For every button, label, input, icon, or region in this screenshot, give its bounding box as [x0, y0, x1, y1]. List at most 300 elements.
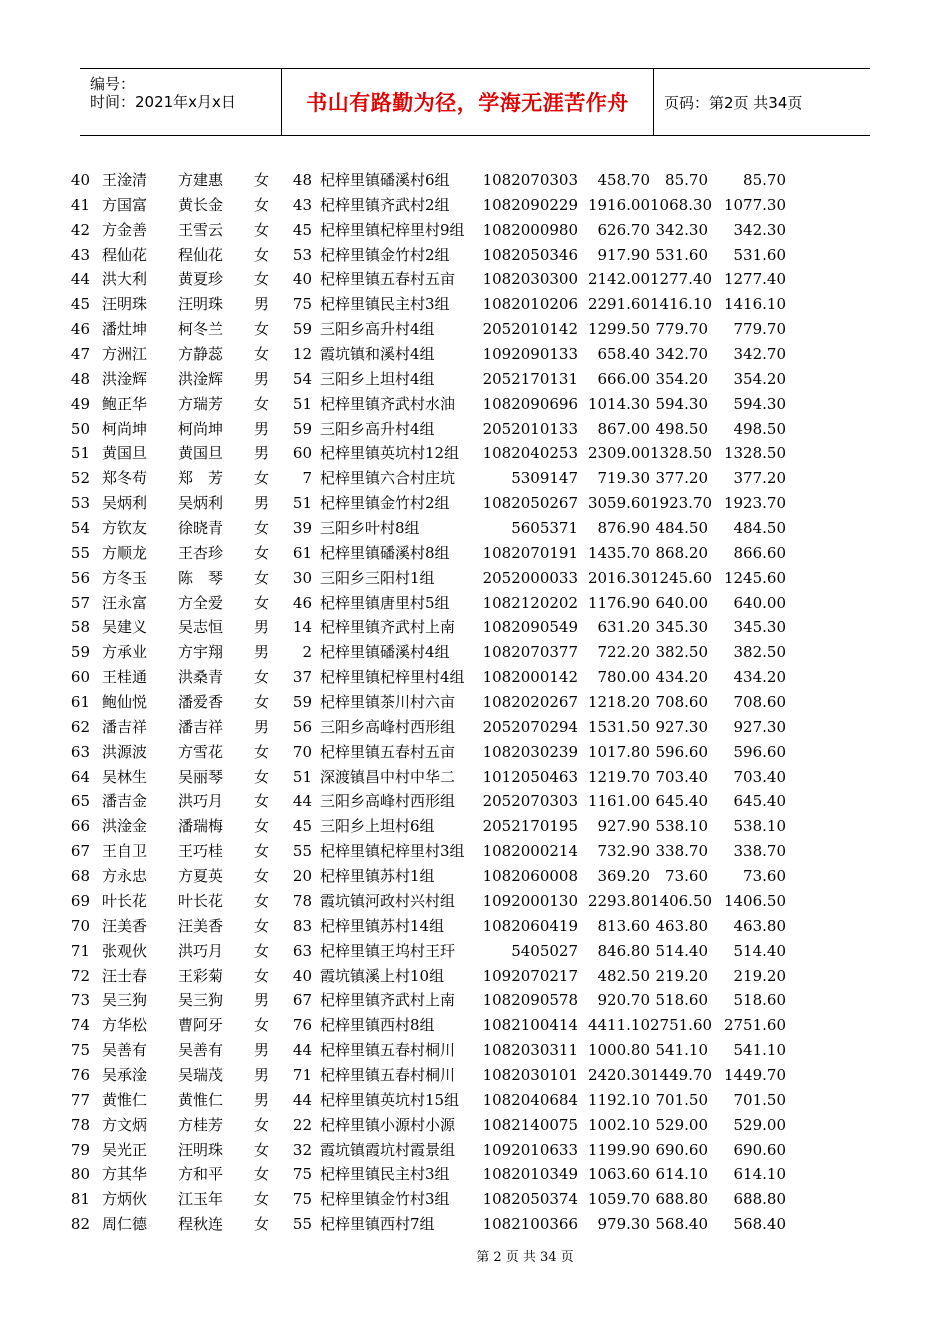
header-meta	[80, 69, 282, 135]
cell-amount-2: 518.60	[655, 991, 708, 1010]
cell-age: 43	[292, 195, 312, 214]
cell-address: 杞梓里镇五春村桐川	[320, 1041, 456, 1060]
cell-amount-3: 498.50	[733, 419, 786, 438]
cell-sex: 女	[254, 245, 270, 264]
cell-applicant-name: 程仙花	[102, 245, 148, 264]
cell-amount-1: 927.90	[597, 817, 650, 836]
cell-sex: 女	[254, 941, 270, 960]
cell-applicant-name: 方金善	[102, 220, 148, 239]
cell-address: 杞梓里镇英坑村12组	[320, 444, 460, 463]
cell-amount-3: 463.80	[733, 916, 786, 935]
cell-member-name: 黄夏珍	[178, 270, 224, 289]
cell-sex: 女	[254, 195, 270, 214]
cell-amount-3: 2751.60	[723, 1016, 786, 1035]
cell-applicant-name: 方炳伙	[102, 1190, 148, 1209]
cell-address: 杞梓里镇磻溪村8组	[320, 543, 450, 562]
cell-amount-3: 594.30	[733, 394, 786, 413]
table-row	[0, 1063, 950, 1088]
table-row	[0, 765, 950, 790]
cell-amount-3: 541.10	[733, 1041, 786, 1060]
cell-row-number: 42	[70, 220, 90, 239]
table-row	[0, 665, 950, 690]
cell-address: 杞梓里镇磻溪村4组	[320, 643, 450, 662]
cell-account-number: 2052010142	[482, 320, 578, 339]
cell-amount-2: 645.40	[655, 792, 708, 811]
cell-amount-2: 345.30	[655, 618, 708, 637]
cell-address: 杞梓里镇西村8组	[320, 1016, 435, 1035]
cell-amount-3: 1245.60	[723, 568, 786, 587]
table-row	[0, 964, 950, 989]
cell-row-number: 73	[70, 991, 90, 1010]
cell-account-number: 2052170195	[482, 817, 578, 836]
cell-account-number: 1082090696	[482, 394, 578, 413]
cell-amount-2: 463.80	[655, 916, 708, 935]
date-label: 时间：2021年x月x日	[90, 93, 236, 111]
table-row	[0, 1088, 950, 1113]
cell-amount-1: 666.00	[597, 369, 650, 388]
cell-amount-3: 614.10	[733, 1165, 786, 1184]
motto-text: 书山有路勤为径，学海无涯苦作舟	[306, 91, 629, 115]
cell-member-name: 王雪云	[178, 220, 224, 239]
cell-amount-1: 917.90	[597, 245, 650, 264]
table-row	[0, 1038, 950, 1063]
cell-applicant-name: 黄惟仁	[102, 1090, 148, 1109]
cell-account-number: 1082090229	[482, 195, 578, 214]
cell-applicant-name: 潘灶坤	[102, 320, 148, 339]
cell-sex: 女	[254, 394, 270, 413]
cell-amount-2: 1328.50	[650, 444, 713, 463]
cell-age: 78	[292, 891, 312, 910]
cell-amount-1: 631.20	[597, 618, 650, 637]
cell-account-number: 1092000130	[482, 891, 578, 910]
cell-member-name: 潘吉祥	[178, 717, 224, 736]
cell-member-name: 汪明珠	[178, 1140, 224, 1159]
cell-address: 三阳乡高升村4组	[320, 320, 435, 339]
cell-member-name: 黄惟仁	[178, 1090, 224, 1109]
cell-age: 14	[292, 618, 312, 637]
cell-amount-1: 1299.50	[587, 320, 650, 339]
cell-amount-3: 434.20	[733, 668, 786, 687]
cell-row-number: 76	[70, 1065, 90, 1084]
cell-sex: 女	[254, 817, 270, 836]
cell-amount-2: 708.60	[655, 693, 708, 712]
cell-amount-3: 73.60	[743, 867, 786, 886]
cell-amount-1: 482.50	[597, 966, 650, 985]
cell-member-name: 王彩菊	[178, 966, 224, 985]
cell-account-number: 1082010206	[482, 295, 578, 314]
cell-amount-2: 85.70	[665, 171, 708, 189]
cell-applicant-name: 吴三狗	[102, 991, 148, 1010]
cell-address: 杞梓里镇杞梓里村4组	[320, 668, 465, 687]
table-row	[0, 789, 950, 814]
cell-age: 2	[302, 643, 312, 662]
cell-row-number: 82	[70, 1215, 90, 1234]
cell-account-number: 1082030101	[482, 1065, 578, 1084]
cell-amount-3: 688.80	[733, 1190, 786, 1209]
data-table	[0, 168, 950, 1237]
cell-amount-3: 529.00	[733, 1115, 786, 1134]
cell-address: 杞梓里镇苏村14组	[320, 916, 445, 935]
cell-member-name: 洪桑青	[178, 668, 224, 687]
cell-amount-1: 846.80	[597, 941, 650, 960]
cell-applicant-name: 叶长花	[102, 891, 148, 910]
cell-amount-3: 690.60	[733, 1140, 786, 1159]
cell-member-name: 程秋连	[178, 1215, 224, 1234]
cell-row-number: 50	[70, 419, 90, 438]
cell-age: 46	[292, 593, 312, 612]
cell-sex: 女	[254, 345, 270, 364]
cell-sex: 女	[254, 1165, 270, 1184]
cell-row-number: 70	[70, 916, 90, 935]
cell-member-name: 方宇翔	[178, 643, 224, 662]
cell-applicant-name: 潘吉金	[102, 792, 148, 811]
cell-amount-1: 722.20	[597, 643, 650, 662]
cell-row-number: 66	[70, 817, 90, 836]
cell-amount-1: 876.90	[597, 519, 650, 538]
cell-row-number: 81	[70, 1190, 90, 1209]
table-row	[0, 516, 950, 541]
cell-member-name: 汪明珠	[178, 295, 224, 314]
cell-account-number: 2052010133	[482, 419, 578, 438]
cell-sex: 男	[254, 494, 270, 513]
cell-amount-3: 377.20	[733, 469, 786, 488]
cell-sex: 男	[254, 1065, 270, 1084]
cell-address: 杞梓里镇民主村3组	[320, 295, 450, 314]
cell-amount-2: 342.30	[655, 220, 708, 239]
cell-address: 杞梓里镇六合村庄坑	[320, 469, 456, 488]
cell-amount-1: 1199.90	[587, 1140, 650, 1159]
cell-account-number: 5605371	[511, 519, 578, 538]
cell-account-number: 1082070303	[482, 171, 578, 189]
cell-amount-2: 594.30	[655, 394, 708, 413]
cell-address: 三阳乡叶村8组	[320, 519, 420, 538]
cell-row-number: 72	[70, 966, 90, 985]
cell-row-number: 47	[70, 345, 90, 364]
cell-amount-1: 2291.60	[587, 295, 650, 314]
table-row	[0, 317, 950, 342]
cell-applicant-name: 汪明珠	[102, 295, 148, 314]
cell-member-name: 程仙花	[178, 245, 224, 264]
cell-sex: 男	[254, 991, 270, 1010]
cell-member-name: 方静蕊	[178, 345, 224, 364]
cell-applicant-name: 洪源波	[102, 742, 148, 761]
cell-sex: 女	[254, 1115, 270, 1134]
cell-age: 61	[292, 543, 312, 562]
cell-sex: 女	[254, 1215, 270, 1234]
cell-row-number: 53	[70, 494, 90, 513]
cell-row-number: 43	[70, 245, 90, 264]
cell-amount-2: 1449.70	[650, 1065, 713, 1084]
cell-address: 杞梓里镇齐武村上南	[320, 618, 456, 637]
table-row	[0, 342, 950, 367]
cell-applicant-name: 张观伙	[102, 941, 148, 960]
cell-age: 59	[292, 320, 312, 339]
cell-amount-3: 1077.30	[723, 195, 786, 214]
cell-member-name: 方建惠	[178, 171, 224, 189]
cell-account-number: 1082000214	[482, 842, 578, 861]
cell-amount-3: 596.60	[733, 742, 786, 761]
table-row	[0, 914, 950, 939]
cell-amount-2: 1245.60	[650, 568, 713, 587]
footer-page-number: 第 2 页 共 34 页	[476, 1250, 574, 1265]
cell-row-number: 65	[70, 792, 90, 811]
page-footer	[0, 1246, 950, 1265]
cell-address: 杞梓里镇唐里村5组	[320, 593, 450, 612]
cell-amount-2: 498.50	[655, 419, 708, 438]
cell-applicant-name: 吴林生	[102, 767, 148, 786]
cell-amount-1: 732.90	[597, 842, 650, 861]
cell-account-number: 1082000142	[482, 668, 578, 687]
cell-amount-1: 458.70	[597, 171, 650, 189]
cell-amount-3: 927.30	[733, 717, 786, 736]
cell-sex: 女	[254, 867, 270, 886]
cell-amount-3: 345.30	[733, 618, 786, 637]
cell-row-number: 46	[70, 320, 90, 339]
cell-age: 70	[292, 742, 312, 761]
cell-amount-1: 867.00	[597, 419, 650, 438]
cell-amount-1: 2309.00	[587, 444, 650, 463]
cell-applicant-name: 鲍仙悦	[102, 693, 148, 712]
cell-applicant-name: 吴善有	[102, 1041, 148, 1060]
cell-amount-1: 2293.80	[587, 891, 650, 910]
cell-applicant-name: 黄国旦	[102, 444, 148, 463]
cell-account-number: 1082020267	[482, 693, 578, 712]
cell-amount-1: 1218.20	[587, 693, 650, 712]
cell-amount-2: 354.20	[655, 369, 708, 388]
cell-row-number: 75	[70, 1041, 90, 1060]
cell-account-number: 1082000980	[482, 220, 578, 239]
cell-member-name: 方桂芳	[178, 1115, 224, 1134]
header-motto-cell	[282, 69, 654, 135]
cell-applicant-name: 方冬玉	[102, 568, 148, 587]
cell-address: 杞梓里镇齐武村水油	[320, 394, 456, 413]
cell-row-number: 79	[70, 1140, 90, 1159]
cell-applicant-name: 方国富	[102, 195, 148, 214]
table-row	[0, 541, 950, 566]
cell-age: 7	[302, 469, 312, 488]
cell-account-number: 1082120202	[482, 593, 578, 612]
cell-address: 杞梓里镇五春村五亩	[320, 270, 456, 289]
cell-amount-1: 658.40	[597, 345, 650, 364]
cell-account-number: 1012050463	[482, 767, 578, 786]
cell-age: 76	[292, 1016, 312, 1035]
cell-sex: 女	[254, 1190, 270, 1209]
table-row	[0, 615, 950, 640]
cell-row-number: 69	[70, 891, 90, 910]
cell-account-number: 1082140075	[482, 1115, 578, 1134]
cell-member-name: 黄国旦	[178, 444, 224, 463]
cell-account-number: 2052000033	[482, 568, 578, 587]
table-row	[0, 441, 950, 466]
cell-amount-3: 568.40	[733, 1215, 786, 1234]
cell-member-name: 方瑞芳	[178, 394, 224, 413]
cell-amount-2: 514.40	[655, 941, 708, 960]
cell-sex: 女	[254, 320, 270, 339]
cell-row-number: 60	[70, 668, 90, 687]
cell-amount-2: 640.00	[655, 593, 708, 612]
cell-amount-2: 1416.10	[650, 295, 713, 314]
table-row	[0, 988, 950, 1013]
cell-amount-2: 1406.50	[650, 891, 713, 910]
cell-address: 杞梓里镇杞梓里村3组	[320, 842, 465, 861]
cell-account-number: 2052170131	[482, 369, 578, 388]
cell-age: 75	[292, 295, 312, 314]
cell-account-number: 1082040684	[482, 1090, 578, 1109]
cell-sex: 女	[254, 916, 270, 935]
cell-address: 杞梓里镇王坞村王玕	[320, 941, 456, 960]
cell-account-number: 1082050346	[482, 245, 578, 264]
cell-sex: 女	[254, 519, 270, 538]
cell-account-number: 1082030239	[482, 742, 578, 761]
cell-row-number: 58	[70, 618, 90, 637]
cell-address: 三阳乡高升村4组	[320, 419, 435, 438]
cell-row-number: 55	[70, 543, 90, 562]
cell-sex: 女	[254, 543, 270, 562]
table-row	[0, 466, 950, 491]
cell-age: 30	[292, 568, 312, 587]
cell-amount-2: 219.20	[655, 966, 708, 985]
cell-amount-2: 529.00	[655, 1115, 708, 1134]
cell-sex: 男	[254, 419, 270, 438]
cell-age: 63	[292, 941, 312, 960]
cell-row-number: 61	[70, 693, 90, 712]
cell-amount-3: 1277.40	[723, 270, 786, 289]
cell-member-name: 黄长金	[178, 195, 224, 214]
cell-amount-3: 538.10	[733, 817, 786, 836]
cell-amount-1: 1192.10	[587, 1090, 650, 1109]
cell-member-name: 方雪花	[178, 742, 224, 761]
table-row	[0, 193, 950, 218]
cell-amount-3: 701.50	[733, 1090, 786, 1109]
cell-age: 51	[292, 394, 312, 413]
cell-address: 杞梓里镇英坑村15组	[320, 1090, 460, 1109]
cell-applicant-name: 吴建义	[102, 618, 148, 637]
cell-amount-2: 1277.40	[650, 270, 713, 289]
cell-age: 22	[292, 1115, 312, 1134]
cell-account-number: 1082010349	[482, 1165, 578, 1184]
cell-amount-1: 369.20	[597, 867, 650, 886]
cell-applicant-name: 方文炳	[102, 1115, 148, 1134]
cell-row-number: 74	[70, 1016, 90, 1035]
table-row	[0, 839, 950, 864]
cell-sex: 女	[254, 1016, 270, 1035]
cell-address: 杞梓里镇小源村小源	[320, 1115, 456, 1134]
cell-sex: 女	[254, 1140, 270, 1159]
cell-amount-2: 541.10	[655, 1041, 708, 1060]
cell-address: 杞梓里镇民主村3组	[320, 1165, 450, 1184]
cell-amount-3: 484.50	[733, 519, 786, 538]
cell-applicant-name: 方其华	[102, 1165, 148, 1184]
cell-account-number: 1092010633	[482, 1140, 578, 1159]
cell-amount-1: 3059.60	[587, 494, 650, 513]
cell-account-number: 1082090578	[482, 991, 578, 1010]
cell-member-name: 洪巧月	[178, 792, 224, 811]
cell-amount-2: 342.70	[655, 345, 708, 364]
cell-address: 杞梓里镇金竹村3组	[320, 1190, 450, 1209]
table-row	[0, 1162, 950, 1187]
table-row	[0, 740, 950, 765]
cell-row-number: 71	[70, 941, 90, 960]
cell-amount-1: 626.70	[597, 220, 650, 239]
cell-row-number: 80	[70, 1165, 90, 1184]
cell-amount-1: 719.30	[597, 469, 650, 488]
cell-address: 杞梓里镇齐武村2组	[320, 195, 450, 214]
cell-row-number: 56	[70, 568, 90, 587]
cell-member-name: 方夏英	[178, 867, 224, 886]
cell-age: 53	[292, 245, 312, 264]
cell-age: 45	[292, 817, 312, 836]
cell-account-number: 1082090549	[482, 618, 578, 637]
cell-amount-3: 1449.70	[723, 1065, 786, 1084]
cell-member-name: 吴三狗	[178, 991, 224, 1010]
cell-member-name: 曹阿牙	[178, 1016, 224, 1035]
cell-address: 三阳乡三阳村1组	[320, 568, 435, 587]
cell-address: 杞梓里镇西村7组	[320, 1215, 435, 1234]
cell-account-number: 1092090133	[482, 345, 578, 364]
cell-amount-2: 538.10	[655, 817, 708, 836]
cell-amount-1: 1000.80	[587, 1041, 650, 1060]
cell-account-number: 1082100366	[482, 1215, 578, 1234]
cell-sex: 男	[254, 369, 270, 388]
cell-amount-1: 1002.10	[587, 1115, 650, 1134]
cell-member-name: 方和平	[178, 1165, 224, 1184]
cell-address: 霞坑镇霞坑村霞景组	[320, 1140, 456, 1159]
cell-amount-3: 531.60	[733, 245, 786, 264]
cell-member-name: 叶长花	[178, 891, 224, 910]
cell-address: 杞梓里镇五春村桐川	[320, 1065, 456, 1084]
cell-address: 三阳乡上坦村4组	[320, 369, 435, 388]
cell-amount-3: 640.00	[733, 593, 786, 612]
cell-account-number: 1082060008	[482, 867, 578, 886]
cell-row-number: 63	[70, 742, 90, 761]
cell-applicant-name: 洪淦金	[102, 817, 148, 836]
cell-applicant-name: 汪永富	[102, 593, 148, 612]
table-row	[0, 218, 950, 243]
cell-account-number: 2052070303	[482, 792, 578, 811]
cell-sex: 女	[254, 171, 270, 189]
cell-age: 12	[292, 345, 312, 364]
cell-member-name: 吴丽琴	[178, 767, 224, 786]
cell-address: 杞梓里镇齐武村上南	[320, 991, 456, 1010]
table-row	[0, 243, 950, 268]
cell-row-number: 48	[70, 369, 90, 388]
cell-amount-1: 780.00	[597, 668, 650, 687]
cell-amount-1: 1219.70	[587, 767, 650, 786]
cell-account-number: 5309147	[511, 469, 578, 488]
cell-member-name: 陈 琴	[178, 568, 224, 587]
cell-amount-1: 1017.80	[587, 742, 650, 761]
cell-member-name: 吴瑞茂	[178, 1065, 224, 1084]
cell-amount-2: 382.50	[655, 643, 708, 662]
cell-applicant-name: 郑冬苟	[102, 469, 148, 488]
cell-age: 44	[292, 1041, 312, 1060]
cell-applicant-name: 方钦友	[102, 519, 148, 538]
cell-row-number: 59	[70, 643, 90, 662]
cell-amount-2: 779.70	[655, 320, 708, 339]
cell-account-number: 1082050267	[482, 494, 578, 513]
table-row	[0, 566, 950, 591]
cell-age: 67	[292, 991, 312, 1010]
cell-account-number: 1092070217	[482, 966, 578, 985]
cell-age: 59	[292, 419, 312, 438]
cell-applicant-name: 潘吉祥	[102, 717, 148, 736]
cell-amount-3: 779.70	[733, 320, 786, 339]
page-header	[80, 68, 870, 136]
cell-sex: 男	[254, 618, 270, 637]
cell-amount-3: 708.60	[733, 693, 786, 712]
cell-age: 51	[292, 767, 312, 786]
cell-amount-2: 568.40	[655, 1215, 708, 1234]
